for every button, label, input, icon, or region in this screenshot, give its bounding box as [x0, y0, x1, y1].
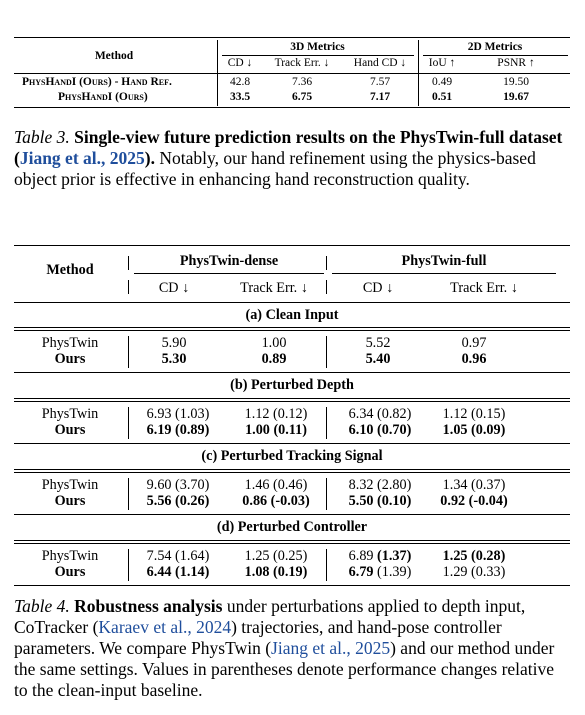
table4-caption-text-1: under perturbations applied to depth input, CoTracker ( [14, 596, 526, 637]
table3-row2-cd: 33.5 [229, 91, 251, 103]
section-b-vline-2 [326, 407, 327, 439]
section-c-rule-1 [14, 469, 570, 470]
section-a-vline-1 [128, 336, 129, 368]
section-d-row1-full-cd-delta: (1.37) [377, 548, 412, 564]
table4-method-header: Method [46, 262, 94, 278]
table4-caption-text-2: ) trajectories, and hand-pose controller parameters. We compare PhysTwin ( [14, 617, 502, 658]
table4-full-track-header: Track Err. ↓ [450, 280, 518, 296]
table4-full-cmidrule [332, 273, 556, 274]
table3-caption-bold-2: ). [144, 148, 155, 168]
section-b-rule-1 [14, 398, 570, 399]
section-b-row2-method: Ours [54, 422, 86, 438]
section-a-row2-method: Ours [54, 351, 86, 367]
table4-bottom-rule [14, 585, 570, 586]
table4-hdr-vline-a [128, 256, 129, 270]
section-c-vline-1 [128, 478, 129, 510]
section-d-vline-1 [128, 549, 129, 581]
table4-caption-bold: Robustness analysis [74, 596, 223, 616]
section-d-row2-full-track: 1.29 (0.33) [442, 564, 506, 580]
table3-row2-psnr: 19.67 [503, 91, 529, 103]
table4-full-header: PhysTwin-full [401, 253, 487, 269]
table4-caption-citation-1[interactable]: Karaev et al., 2024 [98, 617, 232, 637]
section-b-row2-full-track: 1.05 (0.09) [442, 422, 506, 438]
section-c-row1-dense-cd: 9.60 (3.70) [146, 477, 210, 493]
section-d-rule-2 [14, 543, 570, 544]
table3-2d-group-header: 2D Metrics [467, 41, 523, 53]
table4-dense-header: PhysTwin-dense [179, 253, 279, 269]
section-b-row2-dense-track: 1.00 (0.11) [245, 422, 307, 438]
table3-row2-method: PhysHandI (Ours) [58, 91, 148, 103]
section-a-rule-1 [14, 327, 570, 328]
section-a-rule-2 [14, 330, 570, 331]
section-a-vline-2 [326, 336, 327, 368]
table3-top-rule [14, 37, 570, 38]
section-d-rule-1 [14, 540, 570, 541]
table3-caption [14, 127, 572, 190]
table3-handcd-header: Hand CD ↓ [353, 57, 407, 69]
table3-bottom-rule [14, 107, 570, 108]
section-a-row1-full-cd: 5.52 [365, 335, 391, 351]
table4-header-rule [14, 302, 570, 303]
section-a-row1-dense-cd: 5.90 [161, 335, 187, 351]
table4-full-cd-header: CD ↓ [362, 280, 394, 296]
section-b-title: (b) Perturbed Depth [230, 377, 354, 393]
table3-method-header: Method [94, 50, 134, 62]
table3-mid-rule [14, 73, 570, 74]
section-c-row2-dense-track: 0.86 (-0.03) [242, 493, 310, 509]
section-d-row1-method: PhysTwin [41, 548, 99, 564]
section-c-rule-2 [14, 472, 570, 473]
section-a-row2-dense-cd: 5.30 [161, 351, 187, 367]
table3-row2-iou: 0.51 [431, 91, 453, 103]
section-d-row2-full-cd-value: 6.79 [348, 564, 378, 580]
section-a-row1-dense-track: 1.00 [261, 335, 287, 351]
section-c-row1-dense-track: 1.46 (0.46) [244, 477, 308, 493]
section-d-row1-dense-cd: 7.54 (1.64) [146, 548, 210, 564]
table3-iou-header: IoU ↑ [428, 57, 456, 69]
section-c-vline-2 [326, 478, 327, 510]
section-c-bottom-rule [14, 514, 570, 515]
table4-hdr-vline-b [128, 280, 129, 294]
section-c-row2-method: Ours [54, 493, 86, 509]
section-d-row2-dense-track: 1.08 (0.19) [244, 564, 308, 580]
table4-caption [14, 596, 572, 701]
table4-dense-cd-header: CD ↓ [158, 280, 190, 296]
section-a-row1-method: PhysTwin [41, 335, 99, 351]
table3-row1-method: PhysHandI (Ours) - Hand Ref. [22, 76, 172, 88]
section-c-row1-full-track: 1.34 (0.37) [442, 477, 506, 493]
section-a-row2-full-cd: 5.40 [365, 351, 391, 367]
table3-cd-header: CD ↓ [227, 57, 253, 69]
table3-caption-text: Notably, our hand refinement using the physics-based object prior is effective in enhancing hand reconstruction quality. [14, 148, 536, 189]
table3-psnr-header: PSNR ↑ [497, 57, 535, 69]
section-a-bottom-rule [14, 372, 570, 373]
section-d-row2-method: Ours [54, 564, 86, 580]
table3-row1-handcd: 7.57 [369, 76, 391, 88]
table4-dense-track-header: Track Err. ↓ [240, 280, 308, 296]
table4-caption-text-3: ) and our method under the same settings. Values in parentheses denote performance changes relative to the clean-input baseline. [14, 638, 555, 700]
table3-row2-track: 6.75 [291, 91, 313, 103]
section-d-row1-full-track: 1.25 (0.28) [442, 548, 506, 564]
section-a-row1-full-track: 0.97 [461, 335, 487, 351]
table3-track-header: Track Err. ↓ [274, 57, 330, 69]
section-b-row1-dense-track: 1.12 (0.12) [244, 406, 308, 422]
section-d-row2-dense-cd: 6.44 (1.14) [146, 564, 210, 580]
section-c-row1-method: PhysTwin [41, 477, 99, 493]
section-b-row1-dense-cd: 6.93 (1.03) [146, 406, 210, 422]
section-b-row1-full-cd: 6.34 (0.82) [348, 406, 412, 422]
table4-hdr-vline-c [326, 256, 327, 270]
table4-caption-citation-2[interactable]: Jiang et al., 2025 [271, 638, 391, 658]
table3-row1-psnr: 19.50 [503, 76, 529, 88]
section-d-row2-full-cd-delta: (1.39) [377, 564, 412, 580]
table3-row1-cd: 42.8 [229, 76, 251, 88]
section-c-row2-full-cd: 5.50 (0.10) [348, 493, 412, 509]
section-d-row1-full-cd [334, 548, 426, 565]
table4-top-rule [14, 245, 570, 246]
table3-3d-cmidrule [222, 55, 414, 56]
table3-row1-track: 7.36 [291, 76, 313, 88]
section-d-title: (d) Perturbed Controller [216, 519, 368, 535]
section-b-row1-full-track: 1.12 (0.15) [442, 406, 506, 422]
section-b-bottom-rule [14, 443, 570, 444]
section-b-rule-2 [14, 401, 570, 402]
table3-row1-iou: 0.49 [431, 76, 453, 88]
table4-hdr-vline-d [326, 280, 327, 294]
table3-caption-label: Table 3. [14, 127, 70, 147]
table3-row2-handcd: 7.17 [369, 91, 391, 103]
table3-caption-citation[interactable]: Jiang et al., 2025 [19, 148, 145, 168]
section-d-row1-full-cd-value: 6.89 [348, 548, 378, 564]
section-c-row1-full-cd: 8.32 (2.80) [348, 477, 412, 493]
table4-dense-cmidrule [134, 273, 324, 274]
section-b-row2-dense-cd: 6.19 (0.89) [146, 422, 210, 438]
table3-3d-group-header: 3D Metrics [290, 41, 345, 53]
section-a-row2-full-track: 0.96 [461, 351, 487, 367]
section-c-row2-full-track: 0.92 (-0.04) [440, 493, 508, 509]
section-d-row1-dense-track: 1.25 (0.25) [244, 548, 308, 564]
section-c-row2-dense-cd: 5.56 (0.26) [146, 493, 210, 509]
table3-caption-bold-1: Single-view future prediction results on the PhysTwin-full dataset ( [14, 127, 563, 168]
table4-caption-label: Table 4. [14, 596, 70, 616]
section-a-row2-dense-track: 0.89 [261, 351, 287, 367]
section-c-title: (c) Perturbed Tracking Signal [201, 448, 383, 464]
section-b-row1-method: PhysTwin [41, 406, 99, 422]
section-d-vline-2 [326, 549, 327, 581]
section-d-row2-full-cd [334, 564, 426, 581]
section-a-title: (a) Clean Input [245, 307, 339, 323]
section-b-row2-full-cd: 6.10 (0.70) [348, 422, 412, 438]
section-b-vline-1 [128, 407, 129, 439]
table3-2d-cmidrule [423, 55, 568, 56]
